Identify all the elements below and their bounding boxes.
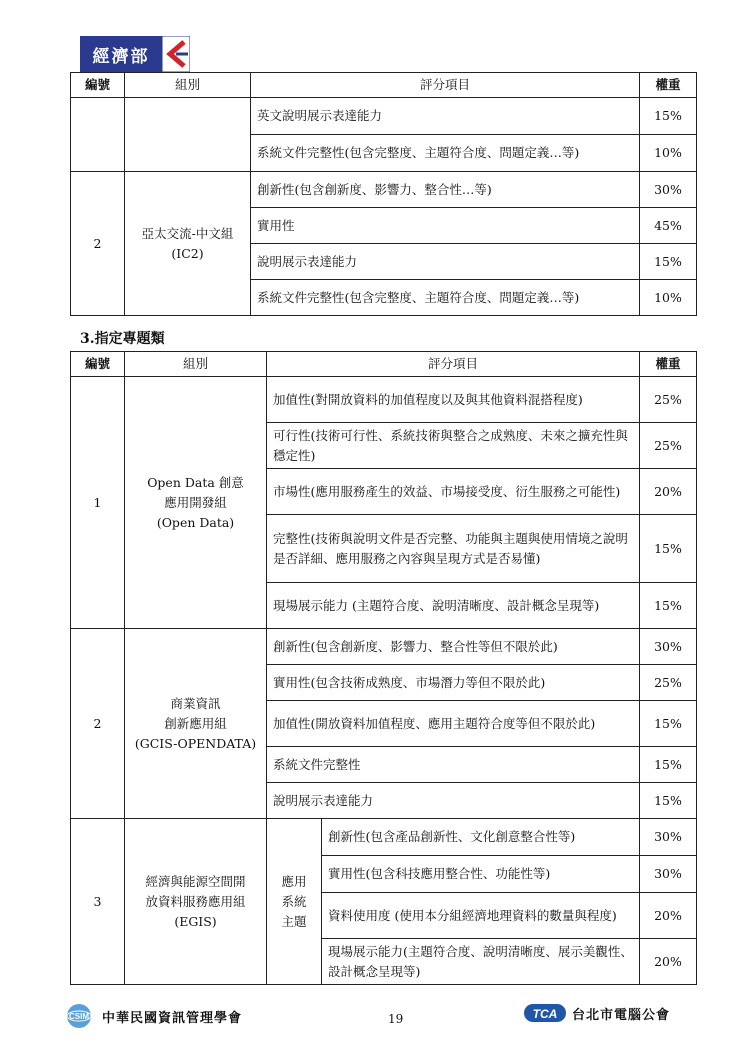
item-cell: 加值性(對開放資料的加值程度以及與其他資料混搭程度) (267, 377, 640, 423)
no-cell (71, 98, 125, 172)
item-cell: 現場展示能力(主題符合度、說明清晰度、展示美觀性、設計概念呈現等) (322, 939, 640, 985)
weight-cell: 20% (640, 939, 697, 985)
weight-cell: 30% (640, 856, 697, 893)
table-row (71, 629, 697, 665)
item-cell: 說明展示表達能力 (251, 244, 640, 280)
no-cell: 2 (71, 172, 125, 316)
weight-cell: 15% (640, 747, 697, 783)
weight-cell: 10% (640, 280, 697, 316)
theme-cell (267, 819, 322, 985)
item-cell: 現場展示能力 (主題符合度、說明清晰度、設計概念呈現等) (267, 583, 640, 629)
weight-cell: 45% (640, 208, 697, 244)
group-name: 亞太交流-中文組 (141, 225, 234, 241)
item-cell: 實用性 (251, 208, 640, 244)
table-row (71, 172, 697, 208)
item-cell: 完整性(技術與說明文件是否完整、功能與主題與使用情境之說明是否詳細、應用服務之內容與呈現方式是否易懂) (267, 515, 640, 583)
logo-text: 經濟部 (80, 36, 162, 72)
csim-logo-icon (62, 1002, 96, 1030)
item-cell: 英文說明展示表達能力 (251, 98, 640, 135)
group-code: (GCIS-OPENDATA) (134, 735, 257, 751)
weight-cell: 30% (640, 819, 697, 856)
table-row (71, 98, 697, 135)
weight-cell: 25% (640, 665, 697, 701)
weight-cell: 15% (640, 783, 697, 819)
no-cell: 1 (71, 377, 125, 629)
weight-cell: 25% (640, 377, 697, 423)
group-cell (125, 819, 267, 985)
item-cell: 實用性(包含技術成熟度、市場潛力等但不限於此) (267, 665, 640, 701)
svg-text:TCA: TCA (532, 1007, 558, 1021)
group-code: (EGIS) (174, 913, 217, 929)
item-cell: 說明展示表達能力 (267, 783, 640, 819)
weight-cell: 20% (640, 469, 697, 515)
group-cell (125, 172, 251, 316)
weight-cell: 10% (640, 135, 697, 172)
footer-right-org: 台北市電腦公會 (572, 1007, 671, 1023)
theme-line: 系統 (281, 893, 307, 909)
page-footer (0, 1000, 750, 1040)
item-cell: 創新性(包含創新度、影響力、整合性等但不限於此) (267, 629, 640, 665)
ministry-logo (80, 36, 190, 72)
item-cell: 創新性(包含產品創新性、文化創意整合性等) (322, 819, 640, 856)
group-name-line: 創新應用組 (164, 715, 227, 731)
group-name-line: 應用開發組 (164, 494, 227, 510)
weight-cell: 15% (640, 701, 697, 747)
item-cell: 可行性(技術可行性、系統技術與整合之成熟度、未來之擴充性與穩定性) (267, 423, 640, 469)
col-header-weight: 權重 (640, 73, 697, 98)
col-header-no: 編號 (71, 352, 125, 377)
weight-cell: 20% (640, 893, 697, 939)
no-cell: 2 (71, 629, 125, 819)
col-header-item: 評分項目 (251, 73, 640, 98)
group-code: (IC2) (171, 245, 204, 261)
footer-left (62, 1002, 242, 1030)
col-header-group: 組別 (125, 352, 267, 377)
weight-cell: 15% (640, 98, 697, 135)
page-number: 19 (388, 1012, 404, 1026)
scoring-table-1 (70, 72, 697, 316)
item-cell: 資料使用度 (使用本分組經濟地理資料的數量與程度) (322, 893, 640, 939)
weight-cell: 25% (640, 423, 697, 469)
scoring-table-2 (70, 351, 697, 985)
weight-cell: 30% (640, 172, 697, 208)
footer-right (522, 1002, 670, 1024)
group-cell (125, 98, 251, 172)
group-name-line: 放資料服務應用組 (145, 893, 246, 909)
weight-cell: 15% (640, 244, 697, 280)
svg-text:CSIM: CSIM (69, 1012, 89, 1021)
weight-cell: 15% (640, 583, 697, 629)
table-row (71, 819, 697, 856)
group-name-line: 經濟與能源空間開 (145, 873, 246, 889)
item-cell: 系統文件完整性 (267, 747, 640, 783)
col-header-weight: 權重 (640, 352, 697, 377)
group-cell (125, 377, 267, 629)
group-cell (125, 629, 267, 819)
theme-line: 應用 (281, 873, 307, 889)
section-title: 3.指定專題類 (80, 331, 165, 347)
weight-cell: 15% (640, 515, 697, 583)
group-code: (Open Data) (156, 514, 235, 530)
col-header-no: 編號 (71, 73, 125, 98)
theme-line: 主題 (281, 913, 307, 929)
table-row (71, 377, 697, 423)
col-header-item: 評分項目 (267, 352, 640, 377)
logo-mark-icon (162, 36, 190, 72)
tca-logo-icon (522, 1002, 568, 1024)
item-cell: 市場性(應用服務產生的效益、市場接受度、衍生服務之可能性) (267, 469, 640, 515)
footer-left-org: 中華民國資訊管理學會 (102, 1010, 243, 1026)
item-cell: 創新性(包含創新度、影響力、整合性…等) (251, 172, 640, 208)
no-cell: 3 (71, 819, 125, 985)
item-cell: 系統文件完整性(包含完整度、主題符合度、問題定義…等) (251, 135, 640, 172)
group-name-line: Open Data 創意 (147, 474, 244, 490)
item-cell: 加值性(開放資料加值程度、應用主題符合度等但不限於此) (267, 701, 640, 747)
item-cell: 系統文件完整性(包含完整度、主題符合度、問題定義…等) (251, 280, 640, 316)
col-header-group: 組別 (125, 73, 251, 98)
item-cell: 實用性(包含科技應用整合性、功能性等) (322, 856, 640, 893)
group-name-line: 商業資訊 (170, 695, 221, 711)
weight-cell: 30% (640, 629, 697, 665)
